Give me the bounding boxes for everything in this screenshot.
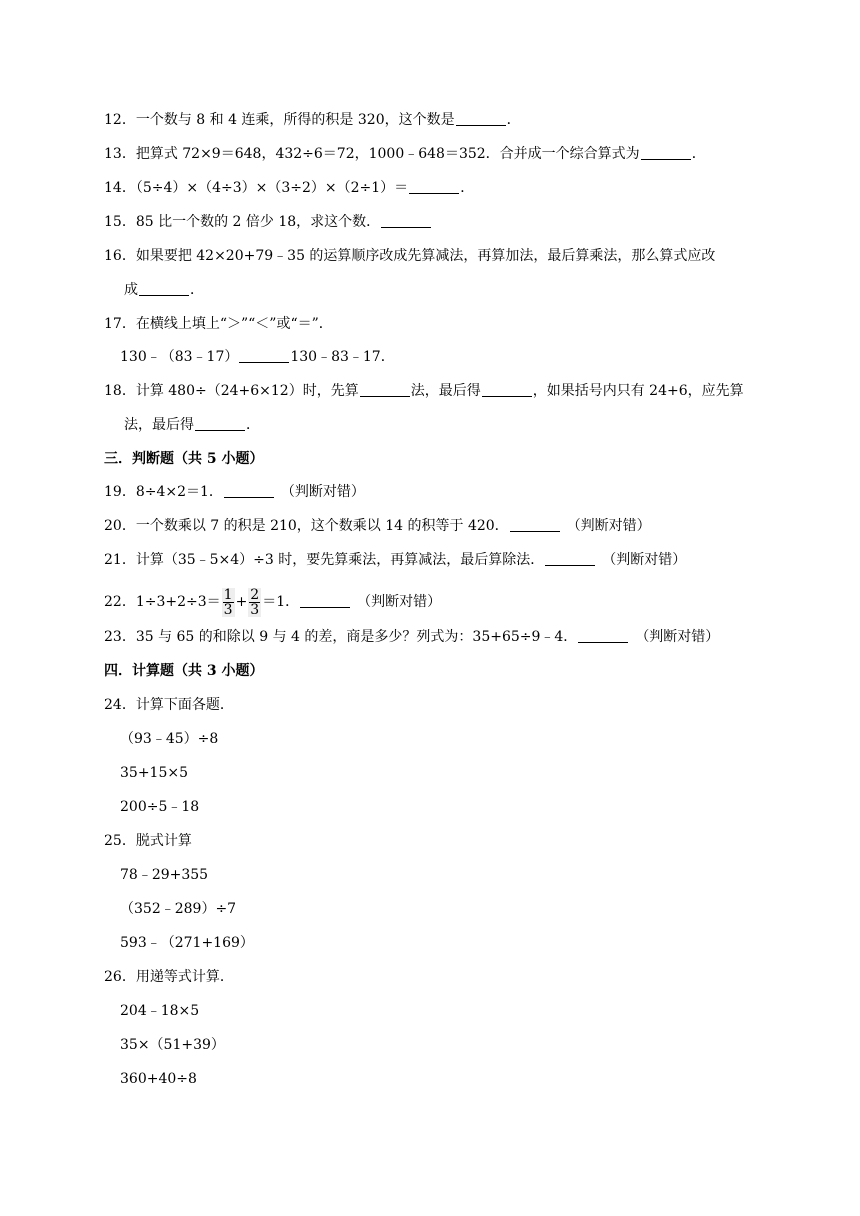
fraction-two-thirds: $\frac{2}{3}$ (250, 586, 260, 618)
answer-blank[interactable] (139, 281, 189, 296)
question-21: 21．计算（35﹣5×4）÷3 时，要先算乘法，再算减法，最后算除法． （判断对错） (104, 552, 687, 568)
answer-blank[interactable] (456, 111, 506, 126)
question-26-title: 26．用递等式计算． (104, 969, 234, 985)
answer-blank[interactable] (381, 213, 431, 228)
question-25-item: 593﹣（271+169） (120, 935, 254, 951)
question-16-line1: 16．如果要把 42×20+79﹣35 的运算顺序改成先算减法，再算加法，最后算乘法，那么算式应改 (104, 248, 716, 264)
fraction-one-third: $\frac{1}{3}$ (223, 586, 233, 618)
answer-blank[interactable] (300, 593, 350, 608)
answer-blank[interactable] (195, 416, 245, 431)
answer-blank[interactable] (641, 145, 691, 160)
question-26-item: 360+40÷8 (120, 1071, 197, 1087)
question-26-item: 204﹣18×5 (120, 1003, 200, 1019)
question-18-line2: 法，最后得 ． (124, 417, 260, 433)
question-20: 20．一个数乘以 7 的积是 210，这个数乘以 14 的积等于 420． （判断对错） (104, 518, 651, 534)
answer-blank[interactable] (545, 551, 595, 566)
answer-blank[interactable] (482, 382, 532, 397)
question-12: 12．一个数与 8 和 4 连乘，所得的积是 320，这个数是 ． (104, 112, 521, 128)
question-25-item: （352﹣289）÷7 (120, 901, 237, 917)
question-25-title: 25．脱式计算 (104, 833, 192, 849)
question-17-line1: 17．在横线上填上“＞”“＜”或“＝”． (104, 316, 333, 332)
answer-blank[interactable] (224, 483, 274, 498)
question-26-item: 35×（51+39） (120, 1037, 225, 1053)
answer-blank[interactable] (239, 348, 289, 363)
question-16-line2: 成 ． (124, 282, 204, 298)
question-15: 15．85 比一个数的 2 倍少 18，求这个数． (104, 212, 432, 232)
question-24-item: （93﹣45）÷8 (120, 731, 219, 747)
question-24-item: 35+15×5 (120, 765, 188, 781)
answer-blank[interactable] (510, 517, 560, 532)
section-4-heading: 四．计算题（共 3 小题） (104, 663, 264, 679)
answer-blank[interactable] (360, 382, 410, 397)
answer-blank[interactable] (578, 628, 628, 643)
question-24-item: 200÷5﹣18 (120, 799, 200, 815)
question-24-title: 24．计算下面各题． (104, 697, 234, 713)
section-3-heading: 三．判断题（共 5 小题） (104, 451, 264, 467)
question-22: 22．1÷3+2÷3＝ $\frac{1}{3}$ + $\frac{2}{3}$ ＝1． （判断对错） (104, 586, 442, 618)
question-23: 23．35 与 65 的和除以 9 与 4 的差，商是多少？列式为：35+65÷9﹣4． （判断对错） (104, 629, 720, 645)
question-19: 19．8÷4×2＝1． （判断对错） (104, 484, 365, 500)
question-17-line2: 130﹣（83﹣17） 130﹣83﹣17． (120, 349, 395, 365)
question-13: 13．把算式 72×9＝648，432÷6＝72，1000﹣648＝352．合并成一个综合算式为 ． (104, 146, 706, 162)
question-25-item: 78﹣29+355 (120, 867, 209, 883)
question-14: 14．（5÷4）×（4÷3）×（3÷2）×（2÷1）＝ ． (104, 180, 475, 196)
question-18-line1: 18．计算 480÷（24+6×12）时，先算 法，最后得 ，如果括号内只有 24+6，应先算 (104, 383, 744, 399)
answer-blank[interactable] (409, 179, 459, 194)
